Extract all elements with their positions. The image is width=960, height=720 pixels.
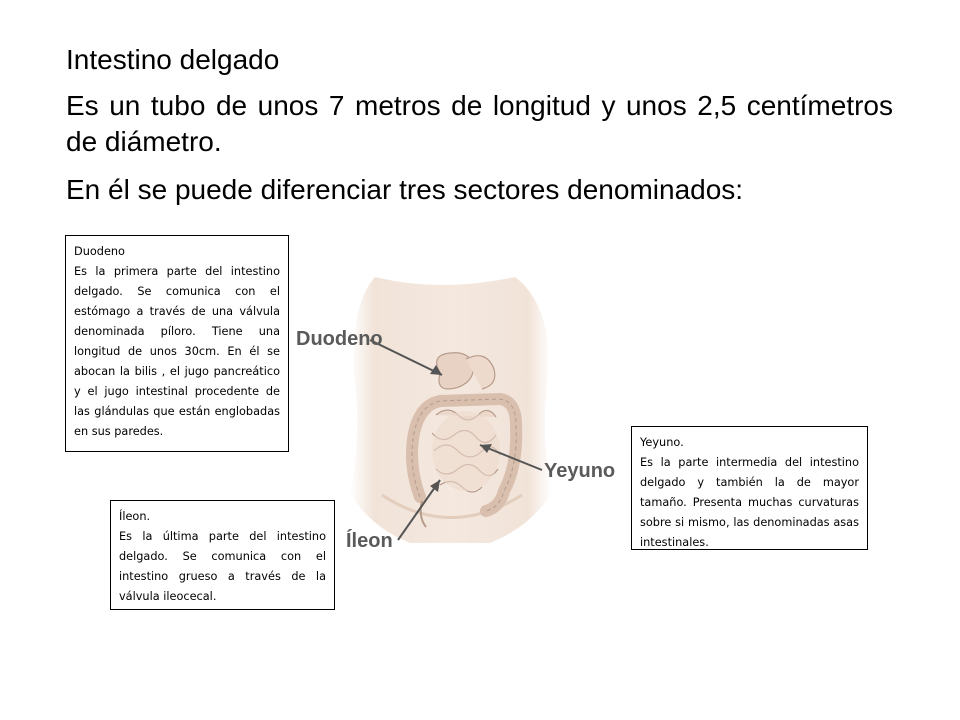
duodeno-box-body: Es la primera parte del intestino delgado. Se comunica con el estómago a través de una válvula denominada píloro. Tiene una longitud de unos 30cm. En él se abocan la bilis , el jugo pancreático y el jugo intestinal procedente de las glándulas que están englobadas en sus paredes. <box>74 265 280 438</box>
figure-label-yeyuno: Yeyuno <box>544 460 616 482</box>
slide-title: Intestino delgado <box>66 44 280 75</box>
intro-paragraph: Es un tubo de unos 7 metros de longitud y unos 2,5 centímetros de diámetro. <box>66 90 893 157</box>
duodeno-box-title: Duodeno <box>74 245 125 258</box>
small-intestine-illustration <box>290 265 640 570</box>
duodeno-info-box <box>65 235 289 452</box>
ileon-box-body: Es la última parte del intestino delgado. Se comunica con el intestino grueso a través de la válvula ileocecal. <box>119 530 326 603</box>
figure-label-duodeno: Duodeno <box>296 328 383 350</box>
yeyuno-info-box <box>631 426 868 550</box>
figure-label-ileon: Íleon <box>346 530 393 552</box>
torso-diagram <box>290 265 640 570</box>
ileon-box-title: Íleon. <box>119 510 151 523</box>
ileon-info-box <box>110 500 335 610</box>
sectors-paragraph: En él se puede diferenciar tres sectores denominados: <box>66 174 744 205</box>
yeyuno-box-body: Es la parte intermedia del intestino delgado y también la de mayor tamaño. Presenta muchas curvaturas sobre si mismo, las denominadas asas intestinales. <box>640 456 859 549</box>
yeyuno-box-title: Yeyuno. <box>640 436 684 449</box>
